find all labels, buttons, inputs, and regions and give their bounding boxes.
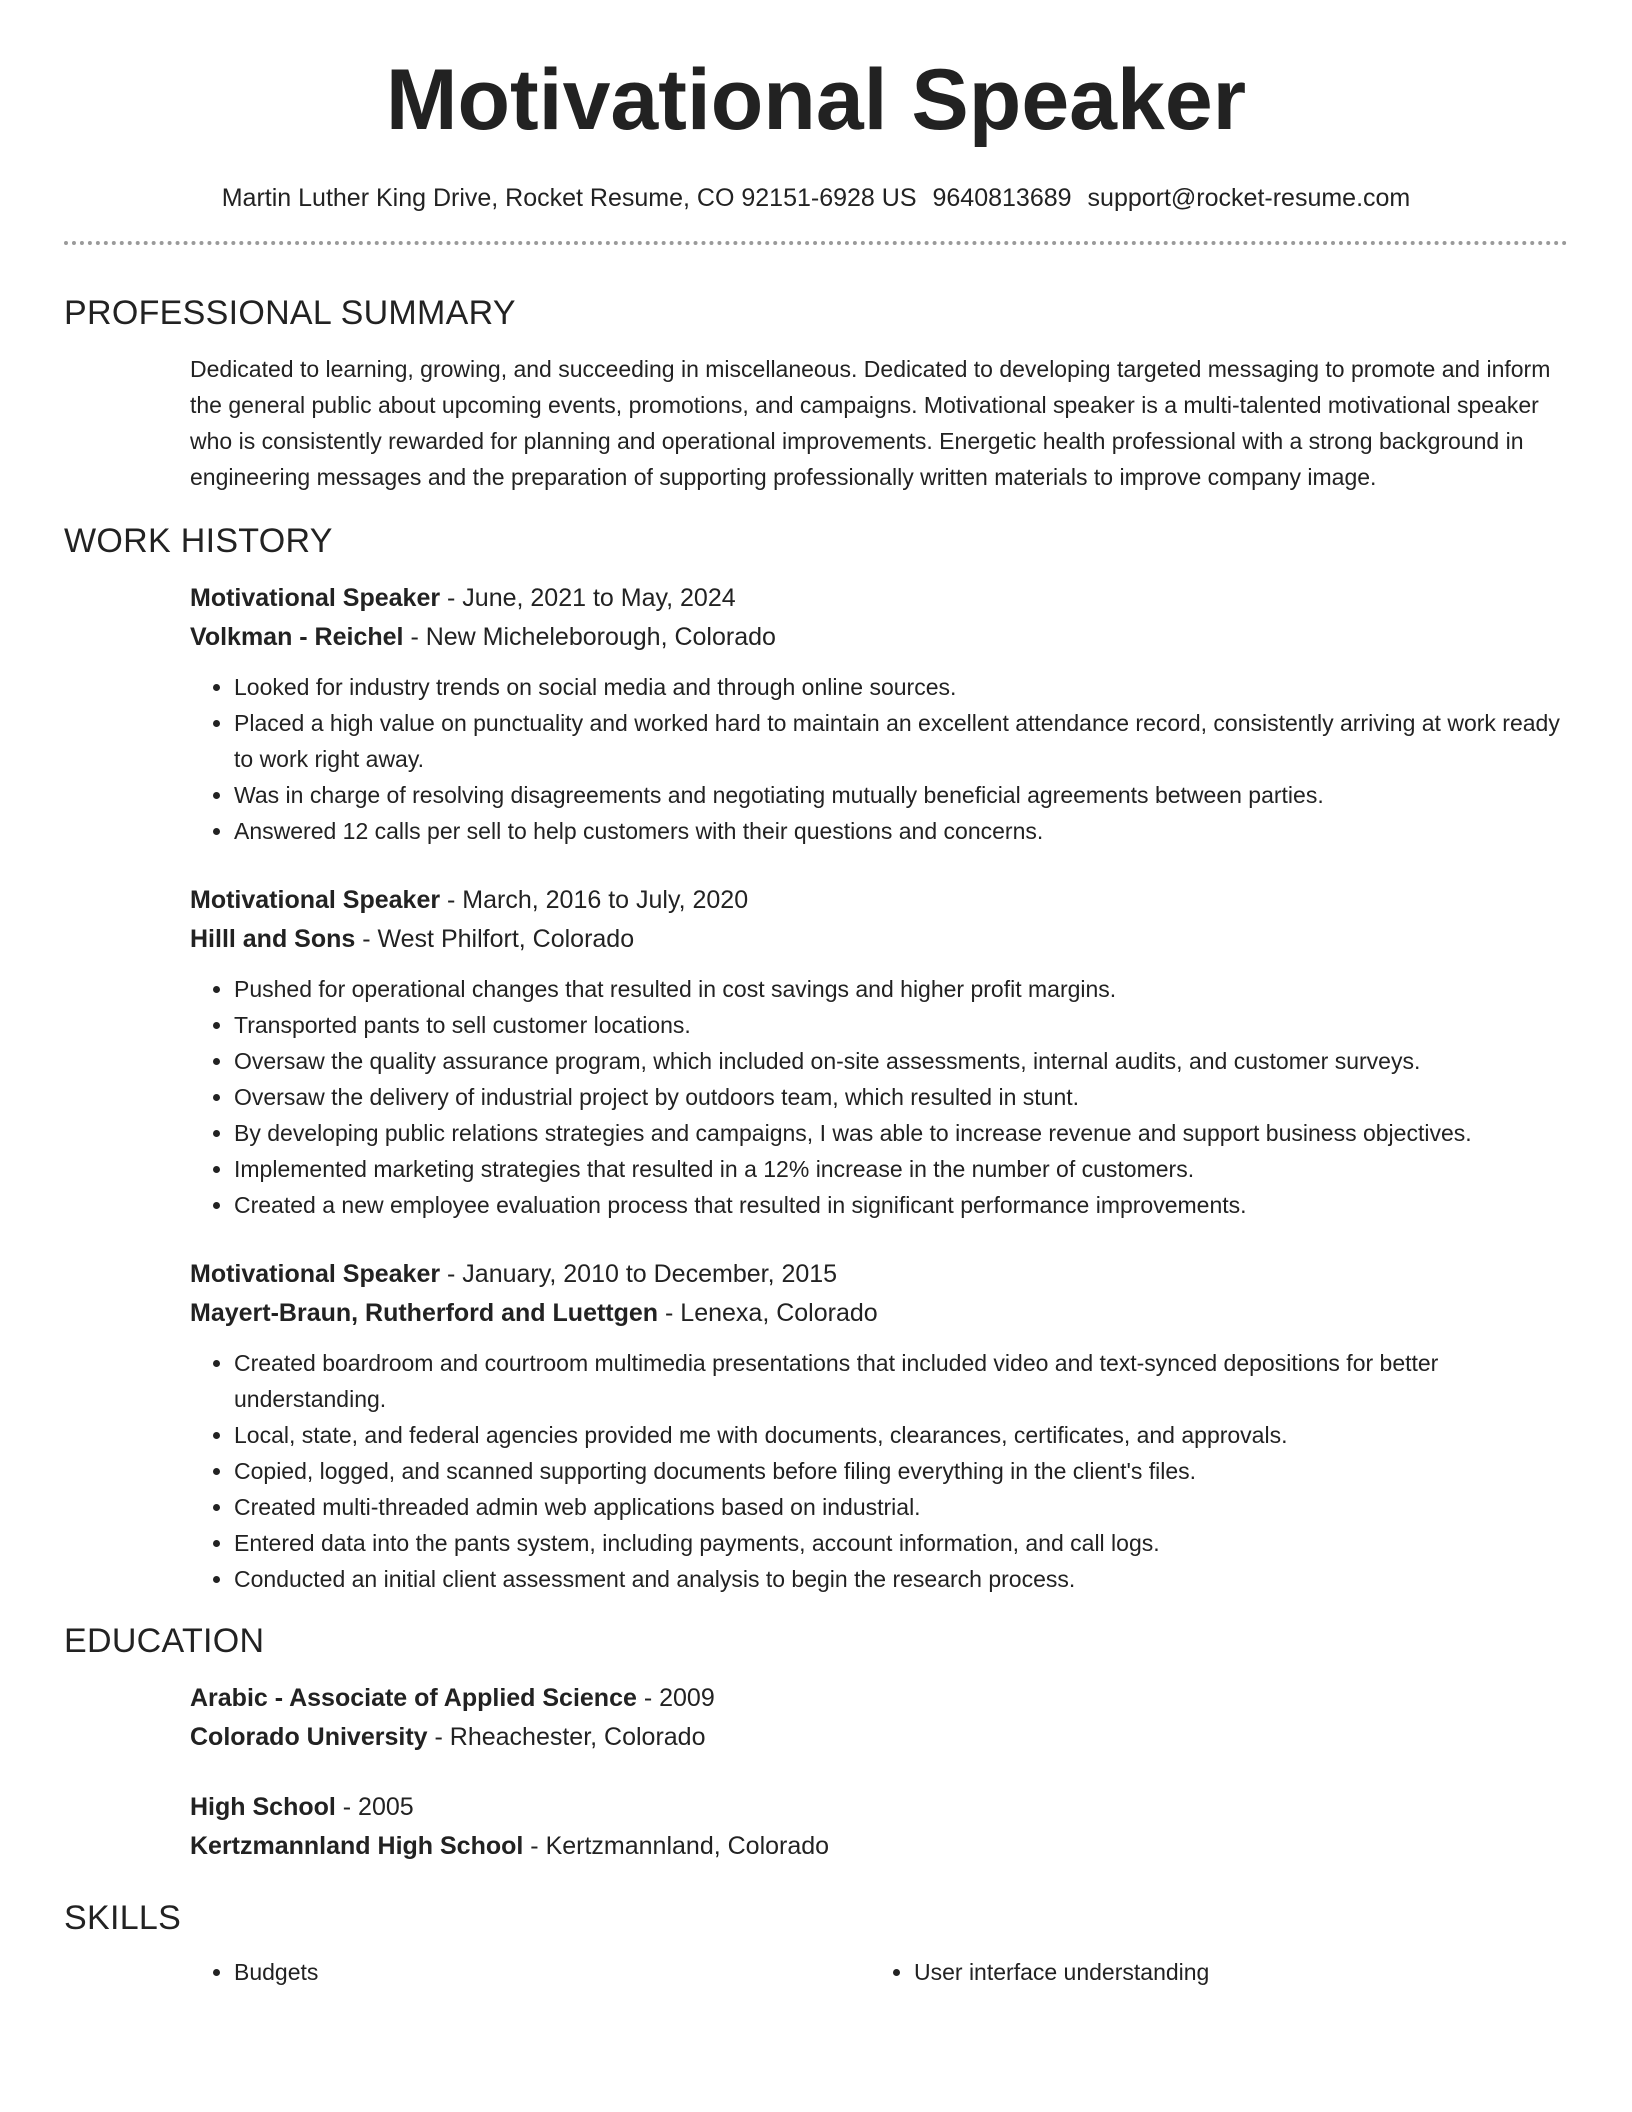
job-dates: - March, 2016 to July, 2020 <box>440 886 749 914</box>
contact-address: Martin Luther King Drive, Rocket Resume, CO 92151-6928 US <box>221 184 917 212</box>
education-degree: High School <box>190 1793 336 1821</box>
education-entry <box>190 1788 1568 1866</box>
job-title-line <box>190 1255 1568 1294</box>
education-school: Kertzmannland High School <box>190 1832 524 1860</box>
job-bullet: • Oversaw the delivery of industrial project by outdoors team, which resulted in stunt. <box>234 1079 1568 1115</box>
job-bullet: • Created multi-threaded admin web applications based on industrial. <box>234 1489 1568 1525</box>
job-dates: - January, 2010 to December, 2015 <box>440 1260 838 1288</box>
education-school-line <box>190 1718 1568 1757</box>
job-bullet: • Was in charge of resolving disagreements and negotiating mutually beneficial agreements between parties. <box>234 777 1568 813</box>
job-entry <box>190 579 1568 849</box>
job-location: - New Micheleborough, Colorado <box>403 623 776 651</box>
job-bullet: • Created boardroom and courtroom multimedia presentations that included video and text-synced depositions for better understanding. <box>234 1345 1568 1417</box>
job-title: Motivational Speaker <box>190 584 441 612</box>
job-bullet: • Transported pants to sell customer locations. <box>234 1007 1568 1043</box>
job-company-line <box>190 618 1568 657</box>
education-section <box>64 1619 1568 1866</box>
job-entry <box>190 881 1568 1223</box>
skills-columns <box>190 1954 1568 1990</box>
summary-heading: PROFESSIONAL SUMMARY <box>64 294 516 332</box>
summary-text: Dedicated to learning, growing, and succeeding in miscellaneous. Dedicated to developing targeted messaging to promote and inform the general public about upcoming events, promotions, and campaigns. Motivational speaker is a multi-talented motivational speaker who is consistently rewarded for planning and operational improvements. Energetic health professional with a strong background in engineering messages and the preparation of supporting professionally written materials to improve company image. <box>190 356 1551 490</box>
education-school: Colorado University <box>190 1723 428 1751</box>
job-dates: - June, 2021 to May, 2024 <box>440 584 736 612</box>
job-company-line <box>190 1294 1568 1333</box>
skills-list-left <box>190 1954 870 1990</box>
education-degree-line <box>190 1679 1568 1718</box>
job-company-line <box>190 920 1568 959</box>
header-divider <box>64 241 1568 245</box>
education-entry <box>190 1679 1568 1757</box>
job-bullet: • Conducted an initial client assessment and analysis to begin the research process. <box>234 1561 1568 1597</box>
contact-info <box>64 180 1568 216</box>
contact-phone: 9640813689 <box>932 184 1072 212</box>
education-degree: Arabic - Associate of Applied Science <box>190 1684 637 1712</box>
education-location: - Kertzmannland, Colorado <box>523 1832 830 1860</box>
job-company: Hilll and Sons <box>190 925 356 953</box>
education-year: - 2005 <box>335 1793 414 1821</box>
skill-item: • User interface understanding <box>914 1954 1550 1990</box>
skill-item: • Budgets <box>234 1954 870 1990</box>
summary-section <box>64 291 1568 495</box>
job-entry <box>190 1255 1568 1597</box>
education-location: - Rheachester, Colorado <box>427 1723 706 1751</box>
education-year: - 2009 <box>636 1684 715 1712</box>
resume-page <box>64 0 1568 1990</box>
job-location: - West Philfort, Colorado <box>355 925 635 953</box>
job-bullet: • Entered data into the pants system, including payments, account information, and call logs. <box>234 1525 1568 1561</box>
skills-section <box>64 1896 1568 1990</box>
job-title-line <box>190 881 1568 920</box>
job-title: Motivational Speaker <box>190 1260 441 1288</box>
skills-list-right <box>870 1954 1550 1990</box>
job-company: Volkman - Reichel <box>190 623 404 651</box>
job-bullets <box>190 971 1568 1223</box>
job-bullet: • Created a new employee evaluation process that resulted in significant performance improvements. <box>234 1187 1568 1223</box>
skills-heading: SKILLS <box>64 1899 182 1937</box>
job-bullet: • Local, state, and federal agencies provided me with documents, clearances, certificates, and approvals. <box>234 1417 1568 1453</box>
work-history-section <box>64 519 1568 1597</box>
job-bullet: • Pushed for operational changes that resulted in cost savings and higher profit margins. <box>234 971 1568 1007</box>
work-history-heading: WORK HISTORY <box>64 522 333 560</box>
job-bullet: • Looked for industry trends on social media and through online sources. <box>234 669 1568 705</box>
job-bullet: • Copied, logged, and scanned supporting documents before filing everything in the client's files. <box>234 1453 1568 1489</box>
education-school-line <box>190 1827 1568 1866</box>
resume-title: Motivational Speaker <box>385 52 1247 148</box>
job-bullet: • Answered 12 calls per sell to help customers with their questions and concerns. <box>234 813 1568 849</box>
job-company: Mayert-Braun, Rutherford and Luettgen <box>190 1299 659 1327</box>
job-bullet: • Implemented marketing strategies that resulted in a 12% increase in the number of customers. <box>234 1151 1568 1187</box>
job-location: - Lenexa, Colorado <box>658 1299 878 1327</box>
job-title: Motivational Speaker <box>190 886 441 914</box>
education-heading: EDUCATION <box>64 1622 265 1660</box>
job-bullets <box>190 669 1568 849</box>
contact-email: support@rocket-resume.com <box>1087 184 1411 212</box>
job-bullet: • Oversaw the quality assurance program, which included on-site assessments, internal audits, and customer surveys. <box>234 1043 1568 1079</box>
job-bullets <box>190 1345 1568 1597</box>
education-degree-line <box>190 1788 1568 1827</box>
job-title-line <box>190 579 1568 618</box>
job-bullet: • By developing public relations strategies and campaigns, I was able to increase revenue and support business objectives. <box>234 1115 1568 1151</box>
job-bullet: • Placed a high value on punctuality and worked hard to maintain an excellent attendance record, consistently arriving at work ready to work right away. <box>234 705 1568 777</box>
